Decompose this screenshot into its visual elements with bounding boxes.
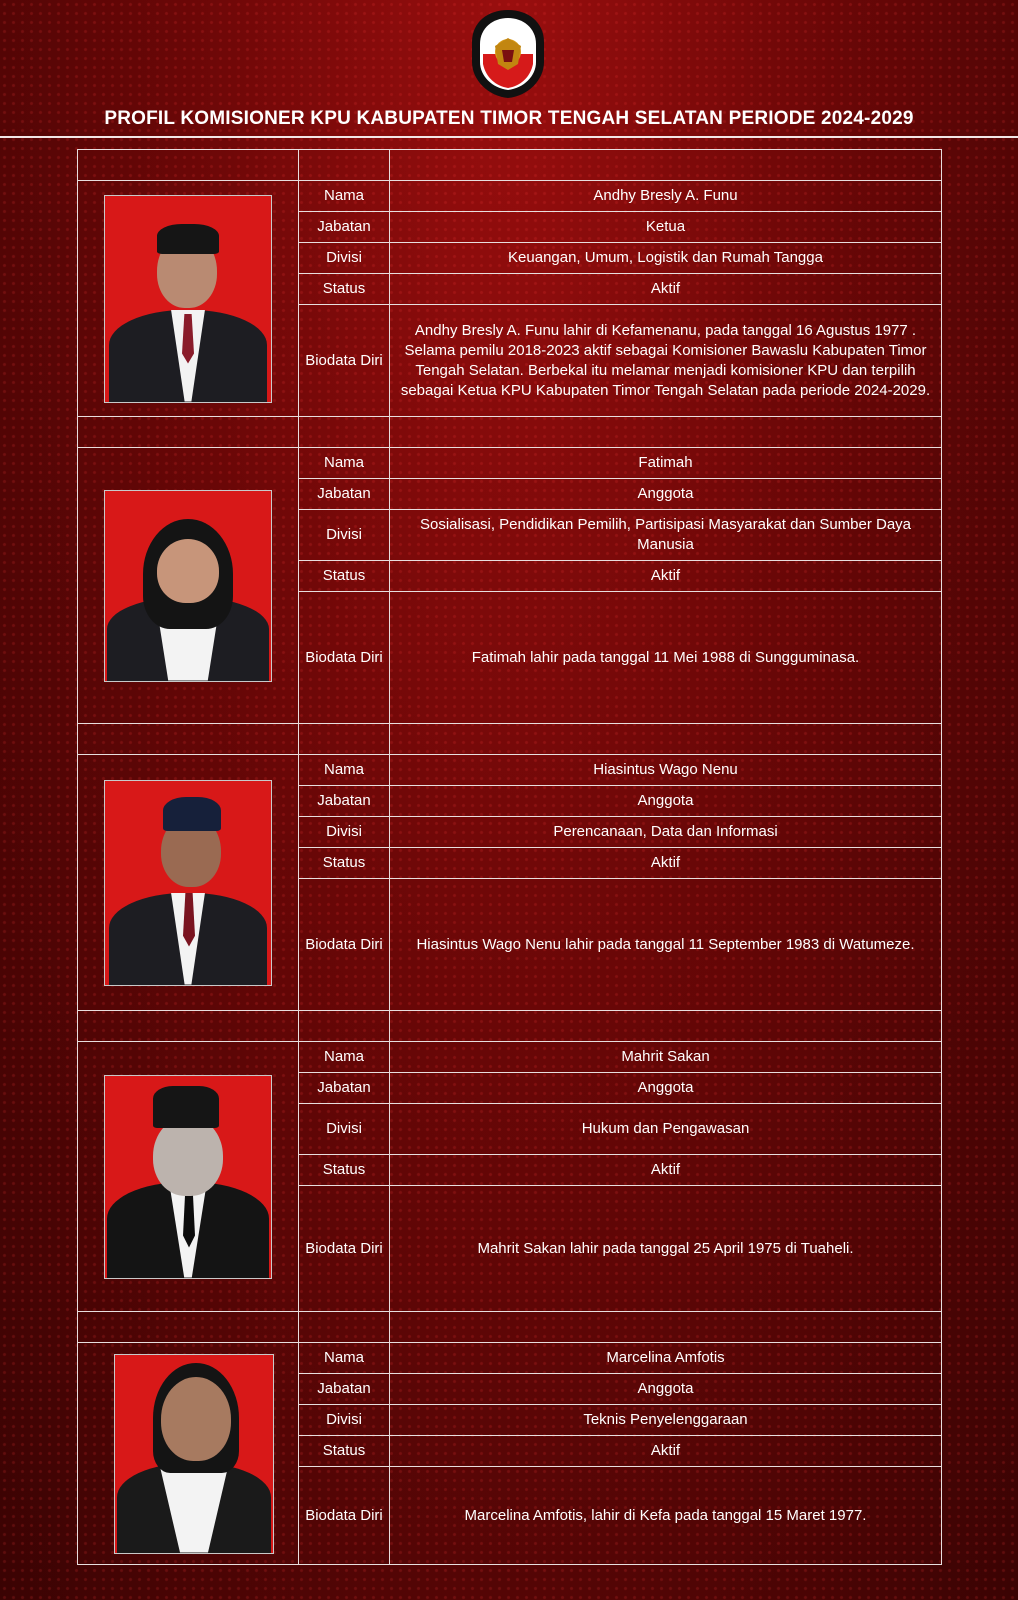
member-5-status: Aktif xyxy=(390,1436,942,1467)
member-3-nama-label: Nama xyxy=(299,755,390,786)
member-4-photo xyxy=(104,1075,272,1279)
title-divider xyxy=(0,136,1018,138)
member-3-divisi-label: Divisi xyxy=(299,817,390,848)
member-3-biodata-label: Biodata Diri xyxy=(299,879,390,1011)
member-5-biodata: Marcelina Amfotis, lahir di Kefa pada tanggal 15 Maret 1977. xyxy=(390,1467,942,1565)
member-5-photo-cell xyxy=(78,1343,299,1565)
member-1-status-label: Status xyxy=(299,274,390,305)
member-5-divisi: Teknis Penyelenggaraan xyxy=(390,1405,942,1436)
member-5-biodata-label: Biodata Diri xyxy=(299,1467,390,1565)
member-5-jabatan-label: Jabatan xyxy=(299,1374,390,1405)
member-4-biodata-label: Biodata Diri xyxy=(299,1186,390,1312)
member-1-biodata-label: Biodata Diri xyxy=(299,305,390,417)
kpu-emblem-icon xyxy=(468,8,548,100)
member-4-photo-cell xyxy=(78,1042,299,1312)
member-3-photo-cell xyxy=(78,755,299,1011)
spacer-row xyxy=(78,1011,942,1042)
page-title: PROFIL KOMISIONER KPU KABUPATEN TIMOR TENGAH SELATAN PERIODE 2024-2029 xyxy=(104,108,914,129)
member-2-jabatan: Anggota xyxy=(390,479,942,510)
member-4-status-label: Status xyxy=(299,1155,390,1186)
member-3-nama: Hiasintus Wago Nenu xyxy=(390,755,942,786)
member-1-nama-row xyxy=(78,181,942,212)
member-1-divisi-label: Divisi xyxy=(299,243,390,274)
member-2-biodata: Fatimah lahir pada tanggal 11 Mei 1988 di Sungguminasa. xyxy=(390,592,942,724)
member-1-status: Aktif xyxy=(390,274,942,305)
member-1-divisi: Keuangan, Umum, Logistik dan Rumah Tangga xyxy=(390,243,942,274)
member-3-status-label: Status xyxy=(299,848,390,879)
spacer-row xyxy=(78,724,942,755)
member-1-jabatan-label: Jabatan xyxy=(299,212,390,243)
member-2-photo-cell xyxy=(78,448,299,724)
member-5-nama: Marcelina Amfotis xyxy=(390,1343,942,1374)
member-2-jabatan-label: Jabatan xyxy=(299,479,390,510)
spacer-row xyxy=(78,1312,942,1343)
member-4-jabatan-label: Jabatan xyxy=(299,1073,390,1104)
commissioner-profile-table xyxy=(77,149,942,1565)
member-2-nama-label: Nama xyxy=(299,448,390,479)
member-5-jabatan: Anggota xyxy=(390,1374,942,1405)
member-2-biodata-label: Biodata Diri xyxy=(299,592,390,724)
member-2-divisi: Sosialisasi, Pendidikan Pemilih, Partisipasi Masyarakat dan Sumber Daya Manusia xyxy=(390,510,942,561)
member-4-divisi: Hukum dan Pengawasan xyxy=(390,1104,942,1155)
member-3-jabatan-label: Jabatan xyxy=(299,786,390,817)
member-2-nama: Fatimah xyxy=(390,448,942,479)
spacer-row xyxy=(78,150,942,181)
member-1-photo xyxy=(104,195,272,403)
member-3-divisi: Perencanaan, Data dan Informasi xyxy=(390,817,942,848)
member-5-status-label: Status xyxy=(299,1436,390,1467)
member-2-divisi-label: Divisi xyxy=(299,510,390,561)
member-5-nama-row xyxy=(78,1343,942,1374)
member-3-jabatan: Anggota xyxy=(390,786,942,817)
member-3-nama-row xyxy=(78,755,942,786)
member-5-divisi-label: Divisi xyxy=(299,1405,390,1436)
member-1-biodata: Andhy Bresly A. Funu lahir di Kefamenanu, pada tanggal 16 Agustus 1977 . Selama pemilu 2018-2023 aktif sebagai Komisioner Bawaslu Kabupaten Timor Tengah Selatan. Berbekal itu melamar menjadi komisioner KPU dan terpilih sebagai Ketua KPU Kabupaten Timor Tengah Selatan pada periode 2024-2029. xyxy=(390,305,942,417)
kpu-logo xyxy=(468,8,548,100)
spacer-row xyxy=(78,417,942,448)
member-4-nama-label: Nama xyxy=(299,1042,390,1073)
member-4-biodata: Mahrit Sakan lahir pada tanggal 25 April 1975 di Tuaheli. xyxy=(390,1186,942,1312)
member-2-status: Aktif xyxy=(390,561,942,592)
member-3-biodata: Hiasintus Wago Nenu lahir pada tanggal 11 September 1983 di Watumeze. xyxy=(390,879,942,1011)
member-4-status: Aktif xyxy=(390,1155,942,1186)
member-1-nama-label: Nama xyxy=(299,181,390,212)
member-2-nama-row xyxy=(78,448,942,479)
member-2-photo xyxy=(104,490,272,682)
member-4-divisi-label: Divisi xyxy=(299,1104,390,1155)
member-3-photo xyxy=(104,780,272,986)
member-4-jabatan: Anggota xyxy=(390,1073,942,1104)
member-1-jabatan: Ketua xyxy=(390,212,942,243)
member-4-nama: Mahrit Sakan xyxy=(390,1042,942,1073)
member-4-nama-row xyxy=(78,1042,942,1073)
member-3-status: Aktif xyxy=(390,848,942,879)
member-5-photo xyxy=(114,1354,274,1554)
member-5-nama-label: Nama xyxy=(299,1343,390,1374)
member-1-photo-cell xyxy=(78,181,299,417)
member-1-nama: Andhy Bresly A. Funu xyxy=(390,181,942,212)
member-2-status-label: Status xyxy=(299,561,390,592)
